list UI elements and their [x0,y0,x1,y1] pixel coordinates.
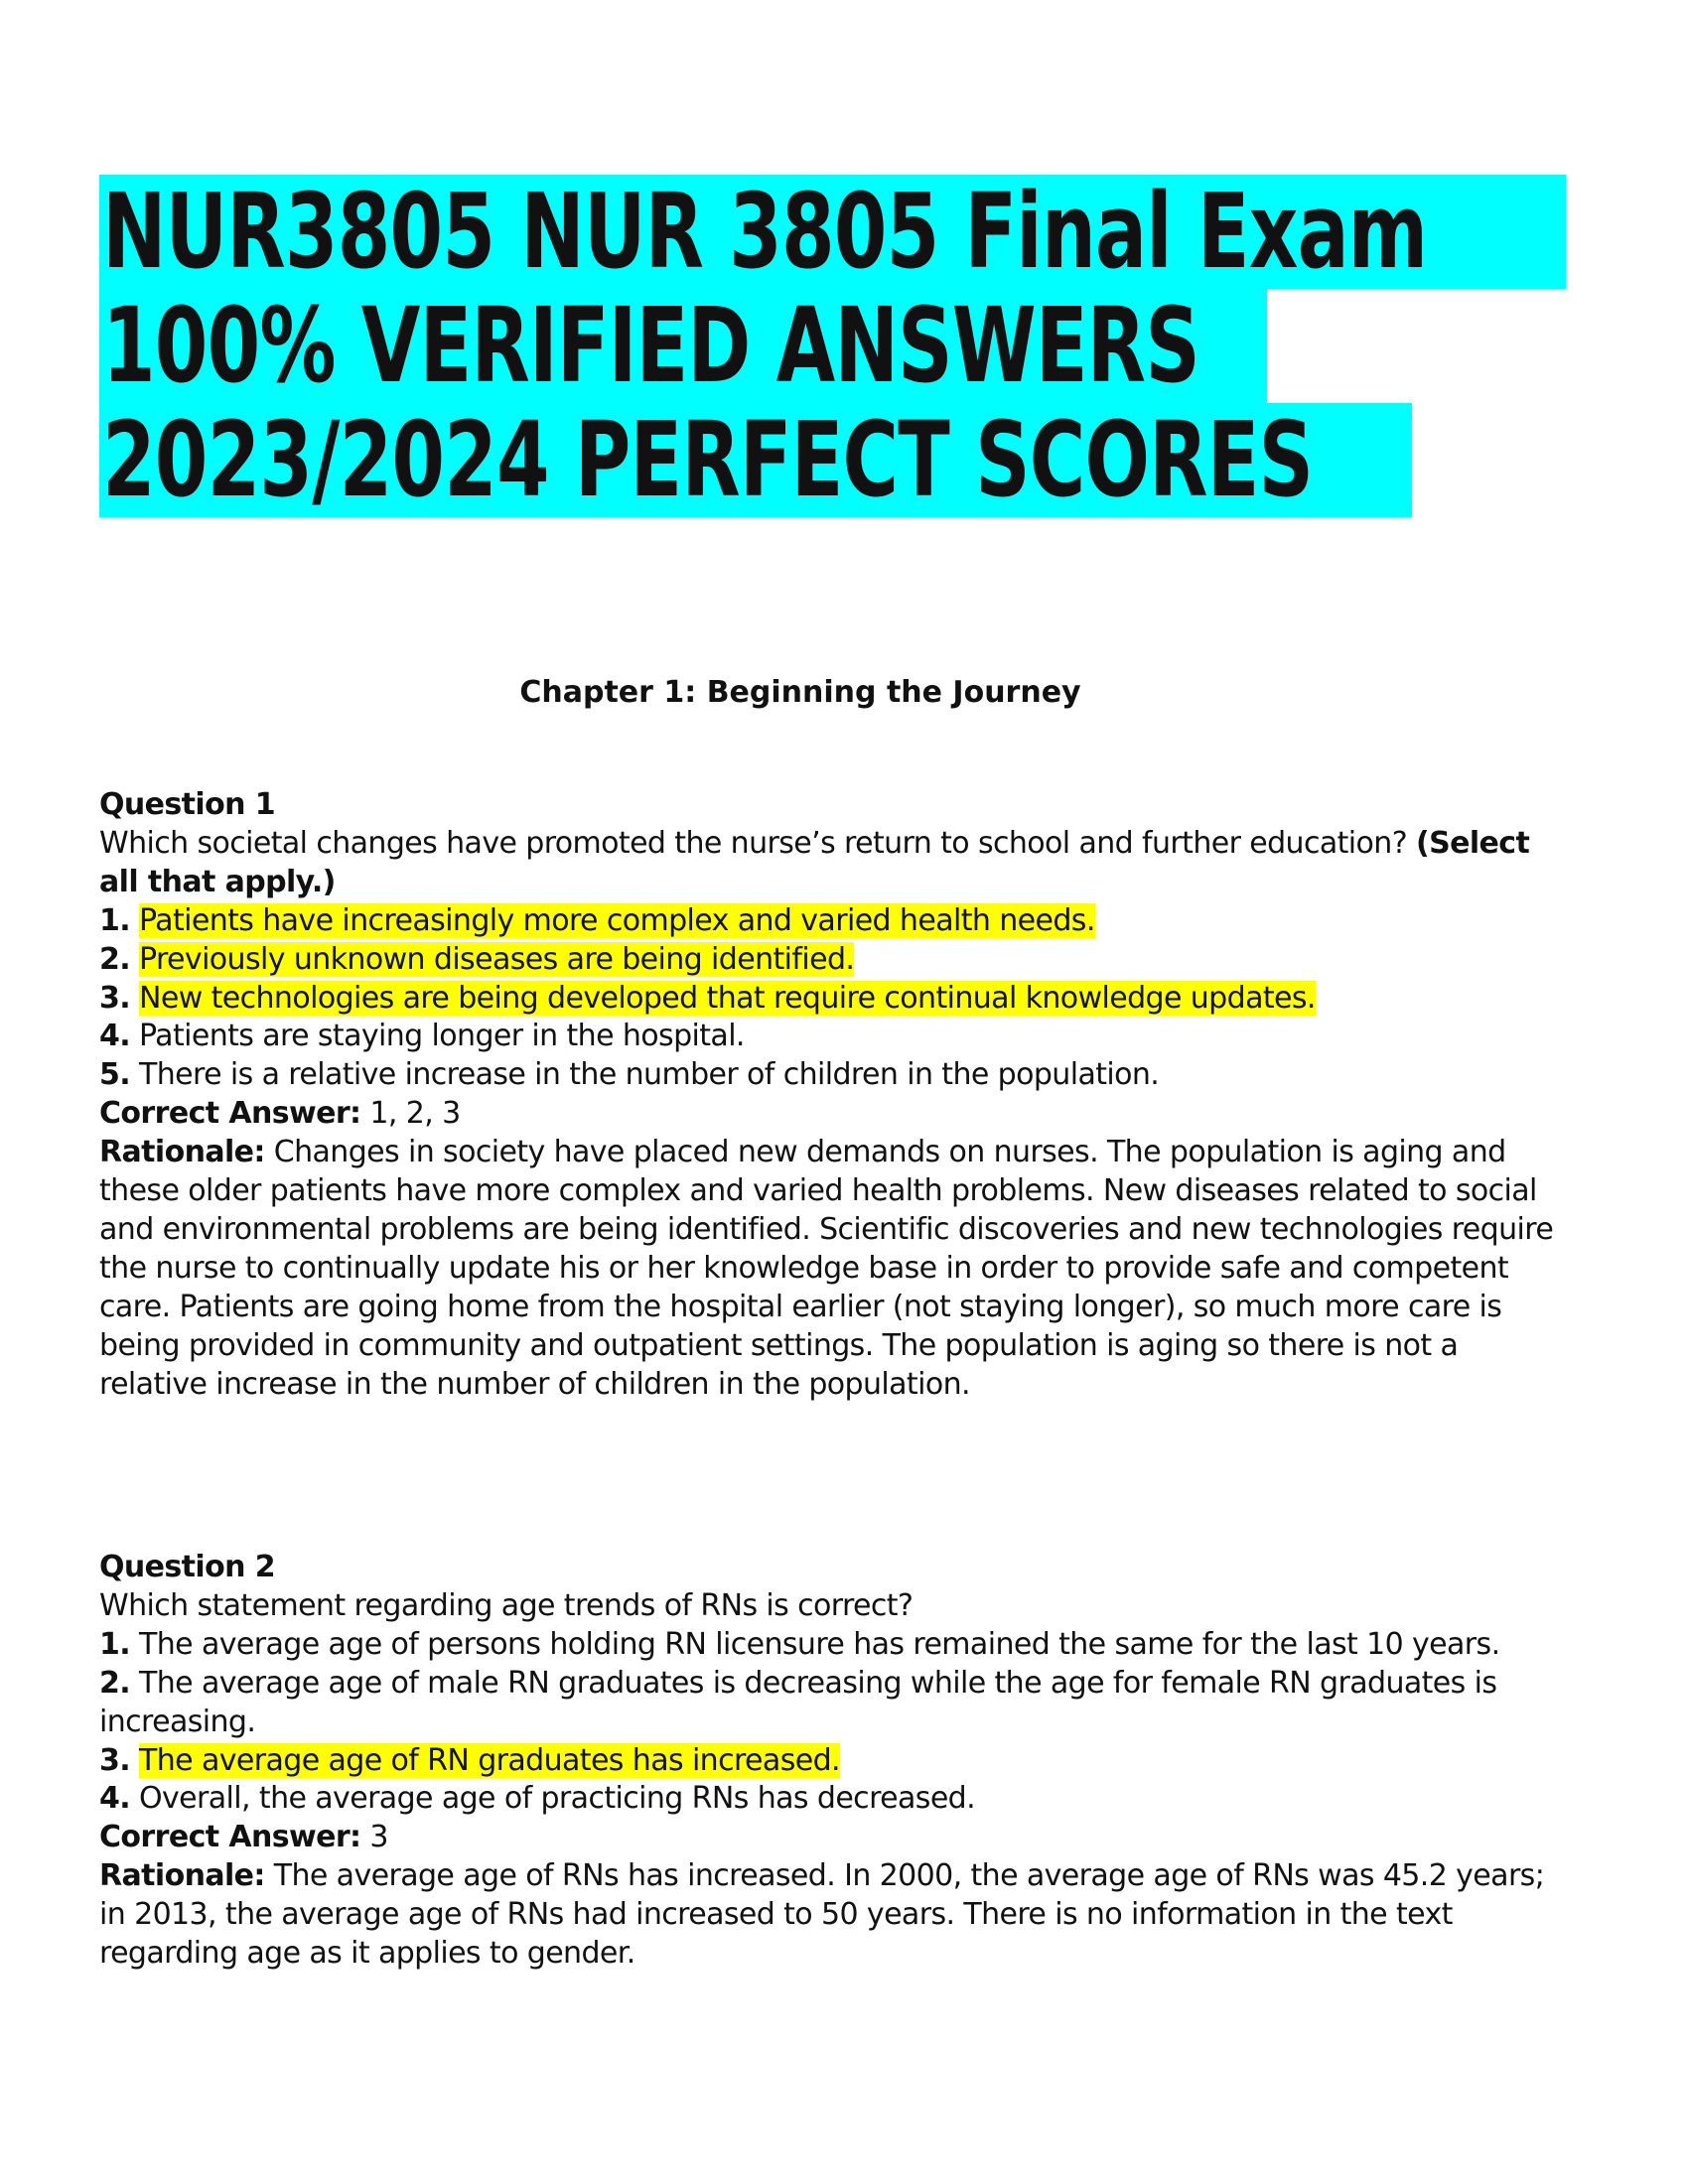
option-number: 3. [99,1742,131,1778]
title-line-3 [99,403,1412,517]
option-1 [99,902,1569,941]
answer-value: 3 [360,1820,388,1855]
stem-note: (Select all that apply.) [99,825,1530,899]
rationale-text: The average age of RNs has increased. In 2000, the average age of RNs was 45.2 years; in 2013, the average age of RNs had increased to 50 years. There is no information in the text regarding age as it applies to gender. [99,1858,1545,1972]
option-number: 1. [99,902,131,938]
stem-text: Which societal changes have promoted the nurse’s return to school and further education? [99,825,1416,861]
option-3 [99,1742,1569,1781]
answer-value: 1, 2, 3 [360,1096,461,1132]
option-1 [99,1626,1569,1665]
option-number: 4. [99,1019,131,1054]
correct-answer [99,1819,1569,1857]
title-line-2 [99,289,1267,403]
title-text: NUR3805 NUR 3805 Final Exam [101,175,1428,289]
question-heading: Question 2 [99,1550,275,1584]
question-heading: Question 1 [99,787,275,822]
option-number: 4. [99,1781,131,1817]
option-4 [99,1018,1569,1056]
title-text: 2023/2024 PERFECT SCORES [101,403,1314,517]
option-number: 3. [99,980,131,1016]
rationale [99,1134,1569,1404]
option-4 [99,1780,1569,1819]
title-line-1 [99,175,1566,289]
option-text: Overall, the average age of practicing RNs has decreased. [139,1781,976,1817]
option-number: 2. [99,941,131,977]
question-stem [99,825,1569,902]
question-stem: Which statement regarding age trends of RNs is correct? [99,1587,914,1623]
rationale [99,1857,1569,1974]
option-5 [99,1056,1569,1095]
option-2 [99,941,1569,980]
rationale-text: Changes in society have placed new demands on nurses. The population is aging and these older patients have more complex and varied health problems. New diseases related to social and environmental problems are being identified. Scientific discoveries and new technologies require the nurse to continually update his or her knowledge base in order to provide safe and competent care. Patients are going home from the hospital earlier (not staying longer), so much more care is being provided in community and outpatient settings. The population is aging so there is not a relative increase in the number of children in the population. [99,1135,1554,1402]
chapter-heading: Chapter 1: Beginning the Journey [519,675,1081,710]
rationale-label: Rationale: [99,1135,265,1170]
option-text: New technologies are being developed that require continual knowledge updates. [139,980,1316,1016]
answer-label: Correct Answer: [99,1096,361,1132]
option-number: 5. [99,1057,131,1093]
correct-answer [99,1095,1569,1134]
option-text: The average age of persons holding RN licensure has remained the same for the last 10 years. [139,1626,1500,1662]
rationale-label: Rationale: [99,1858,265,1894]
answer-label: Correct Answer: [99,1820,361,1855]
option-3 [99,980,1569,1019]
option-text: The average age of RN graduates has increased. [139,1742,840,1778]
option-text: Patients are staying longer in the hospital. [139,1019,745,1054]
option-text: Patients have increasingly more complex and varied health needs. [139,902,1095,938]
option-text: The average age of male RN graduates is decreasing while the age for female RN graduates is increasing. [99,1665,1497,1739]
option-number: 2. [99,1665,131,1701]
option-2 [99,1665,1569,1742]
question-2 [99,1549,1569,1974]
title-text: 100% VERIFIED ANSWERS [101,289,1199,403]
option-text: Previously unknown diseases are being identified. [139,941,855,977]
option-text: There is a relative increase in the number of children in the population. [139,1057,1160,1093]
question-1 [99,786,1569,1405]
option-number: 1. [99,1626,131,1662]
